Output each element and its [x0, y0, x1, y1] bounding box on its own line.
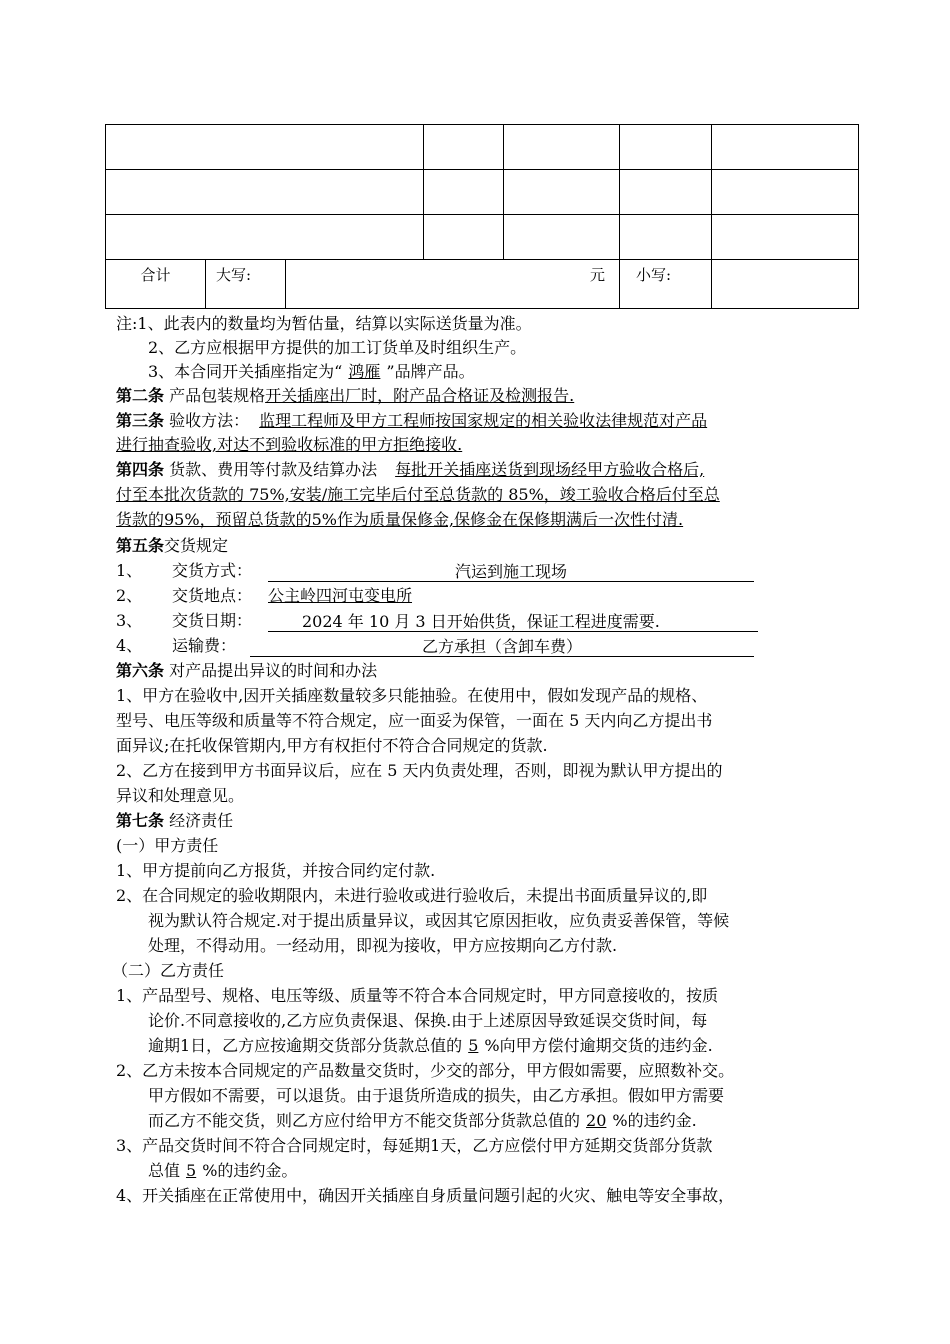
article-7: 第七条 经济责任	[116, 811, 234, 830]
note-2: 2、乙方应根据甲方提供的加工订货单及时组织生产。	[148, 338, 527, 357]
yuan-label: 元	[286, 260, 620, 309]
party-b-item-1-cont: 论价.不同意接收的,乙方应负责保退、保换.由于上述原因导致延误交货时间，每	[148, 1011, 708, 1030]
delivery-item-2: 2、 交货地点： 公主岭四河屯变电所	[116, 586, 413, 605]
article-6-line: 2、乙方在接到甲方书面异议后，应在 5 天内负责处理，否则，即视为默认甲方提出的	[116, 761, 723, 780]
delivery-item-3: 3、 交货日期： 2024 年 10 月 3 日开始供货，保证工程进度需要.	[116, 610, 758, 632]
party-a-heading: (一）甲方责任	[116, 836, 219, 855]
party-b-item-4: 4、开关插座在正常使用中，确因开关插座自身质量问题引起的火灾、触电等安全事故，	[116, 1186, 735, 1205]
party-b-item-1: 1、产品型号、规格、电压等级、质量等不符合本合同规定时，甲方同意接收的，按质	[116, 986, 719, 1005]
xiaoxie-label: 小写:	[620, 260, 712, 309]
total-row	[106, 260, 859, 309]
daxie-label: 大写:	[206, 260, 286, 309]
party-a-item-2: 2、在合同规定的验收期限内，未进行验收或进行验收后，未提出书面质量异议的,即	[116, 886, 708, 905]
party-a-item-1: 1、甲方提前向乙方报货，并按合同约定付款.	[116, 861, 436, 880]
party-b-item-2-cont: 而乙方不能交货，则乙方应付给甲方不能交货部分货款总值的 20 %的违约金.	[148, 1111, 697, 1130]
delivery-item-4: 4、 运输费： 乙方承担（含卸车费）	[116, 635, 754, 657]
brand-name: 鸿雁	[348, 362, 381, 381]
note-3: 3、本合同开关插座指定为“ 鸿雁 ”品牌产品。	[148, 362, 475, 381]
party-b-heading: （二）乙方责任	[112, 961, 225, 980]
party-a-item-2-cont: 视为默认符合规定.对于提出质量异议，或因其它原因拒收，应负责妥善保管，等候	[148, 911, 730, 930]
article-3-cont: 进行抽查验收,对达不到验收标准的甲方拒绝接收.	[116, 435, 463, 454]
table-row	[106, 125, 859, 170]
article-3: 第三条 验收方法： 监理工程师及甲方工程师按国家规定的相关验收法律规范对产品	[116, 411, 708, 430]
note-1: 注:1、此表内的数量均为暂估量，结算以实际送货量为准。	[116, 314, 532, 333]
party-a-item-2-cont: 处理，不得动用。一经动用，即视为接收，甲方应按期向乙方付款.	[148, 936, 618, 955]
article-6: 第六条 对产品提出异议的时间和办法	[116, 661, 378, 680]
table-row	[106, 215, 859, 260]
xiaoxie-value	[712, 260, 859, 309]
party-b-item-1-cont: 逾期1日，乙方应按逾期交货部分货款总值的 5 %向甲方偿付逾期交货的违约金.	[148, 1036, 713, 1055]
article-4-cont-1: 付至本批次货款的 75%,安装/施工完毕后付至总货款的 85%，竣工验收合格后付至总	[116, 485, 720, 504]
party-b-item-2-cont: 甲方假如不需要，可以退货。由于退货所造成的损失，由乙方承担。假如甲方需要	[148, 1086, 725, 1105]
article-6-line: 异议和处理意见。	[116, 786, 245, 805]
total-label: 合计	[106, 260, 206, 309]
party-b-item-3-cont: 总值 5 %的违约金。	[148, 1161, 298, 1180]
party-b-item-2: 2、乙方未按本合同规定的产品数量交货时，少交的部分，甲方假如需要，应照数补交。	[116, 1061, 735, 1080]
article-6-line: 1、甲方在验收中,因开关插座数量较多只能抽验。在使用中，假如发现产品的规格、	[116, 686, 708, 705]
article-6-line: 面异议;在托收保管期内,甲方有权拒付不符合合同规定的货款.	[116, 736, 548, 755]
article-5: 第五条交货规定	[116, 536, 229, 555]
article-4: 第四条 货款、费用等付款及结算办法 每批开关插座送货到现场经甲方验收合格后,	[116, 460, 705, 479]
article-2: 第二条 产品包装规格开关插座出厂时，附产品合格证及检测报告.	[116, 386, 575, 405]
delivery-item-1: 1、 交货方式： 汽运到施工现场	[116, 560, 754, 582]
party-b-item-3: 3、产品交货时间不符合合同规定时，每延期1天，乙方应偿付甲方延期交货部分货款	[116, 1136, 713, 1155]
table-row	[106, 170, 859, 215]
article-6-line: 型号、电压等级和质量等不符合规定，应一面妥为保管，一面在 5 天内向乙方提出书	[116, 711, 713, 730]
goods-table	[105, 124, 859, 309]
article-4-cont-2: 货款的95%，预留总货款的5%作为质量保修金,保修金在保修期满后一次性付清.	[116, 510, 684, 529]
